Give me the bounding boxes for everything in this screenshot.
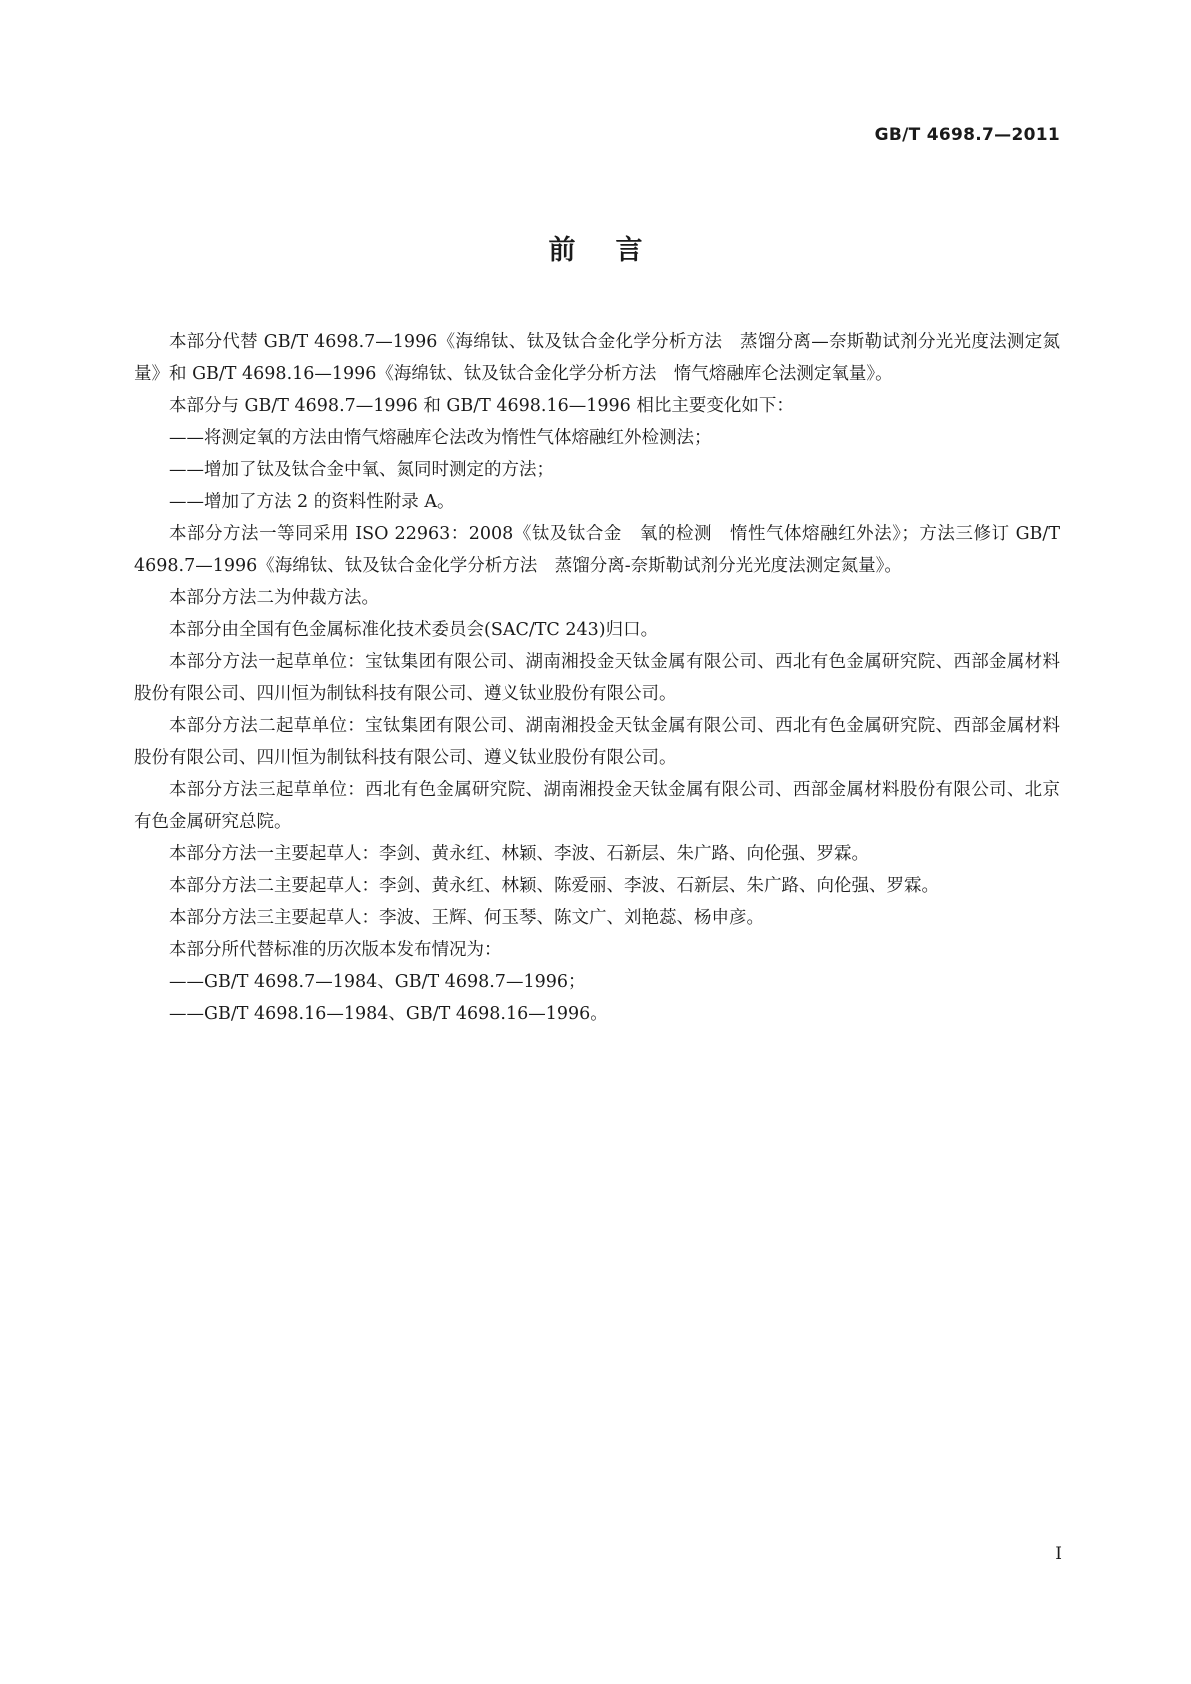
paragraph-history-intro: 本部分所代替标准的历次版本发布情况为： — [169, 940, 502, 960]
list-item-change: ——增加了钛及钛合金中氧、氮同时测定的方法； — [169, 460, 554, 480]
list-item-change: ——将测定氧的方法由惰气熔融库仑法改为惰性气体熔融红外检测法； — [169, 428, 712, 448]
paragraph-arbitration: 本部分方法二为仲裁方法。 — [169, 588, 379, 608]
page-number: I — [1055, 1544, 1062, 1564]
paragraph-drafters-1: 本部分方法一主要起草人：李剑、黄永红、林颖、李波、石新层、朱广路、向伦强、罗霖。 — [169, 844, 869, 864]
foreword-body — [134, 326, 1060, 1030]
paragraph-drafters-2: 本部分方法二主要起草人：李剑、黄永红、林颖、陈爱丽、李波、石新层、朱广路、向伦强、罗霖。 — [169, 876, 939, 896]
paragraph-drafters-3: 本部分方法三主要起草人：李波、王辉、何玉琴、陈文广、刘艳蕊、杨申彦。 — [169, 908, 764, 928]
standard-code: GB/T 4698.7—2011 — [874, 125, 1060, 145]
paragraph-drafting-units-1: 本部分方法一起草单位：宝钛集团有限公司、湖南湘投金天钛金属有限公司、西北有色金属研究院、西部金属材料股份有限公司、四川恒为制钛科技有限公司、遵义钛业股份有限公司。 — [134, 652, 1060, 704]
paragraph-drafting-units-2: 本部分方法二起草单位：宝钛集团有限公司、湖南湘投金天钛金属有限公司、西北有色金属研究院、西部金属材料股份有限公司、四川恒为制钛科技有限公司、遵义钛业股份有限公司。 — [134, 716, 1060, 768]
paragraph-drafting-units-3: 本部分方法三起草单位：西北有色金属研究院、湖南湘投金天钛金属有限公司、西部金属材料股份有限公司、北京有色金属研究总院。 — [134, 780, 1060, 832]
list-item-history: ——GB/T 4698.16—1984、GB/T 4698.16—1996。 — [169, 1004, 608, 1024]
paragraph-replacement: 本部分代替 GB/T 4698.7—1996《海绵钛、钛及钛合金化学分析方法 蒸馏分离—奈斯勒试剂分光光度法测定氮量》和 GB/T 4698.16—1996《海绵钛、钛及钛合金化学分析方法 惰气熔融库仑法测定氧量》。 — [134, 332, 1060, 384]
page-title: 前言 — [548, 235, 683, 266]
list-item-change: ——增加了方法 2 的资料性附录 A。 — [169, 492, 455, 512]
paragraph-adoption: 本部分方法一等同采用 ISO 22963：2008《钛及钛合金 氧的检测 惰性气体熔融红外法》；方法三修订 GB/T 4698.7—1996《海绵钛、钛及钛合金化学分析方法 蒸馏分离-奈斯勒试剂分光光度法测定氮量》。 — [134, 524, 1060, 576]
paragraph-committee: 本部分由全国有色金属标准化技术委员会(SAC/TC 243)归口。 — [169, 620, 659, 640]
list-item-history: ——GB/T 4698.7—1984、GB/T 4698.7—1996； — [169, 972, 586, 992]
paragraph-changes-intro: 本部分与 GB/T 4698.7—1996 和 GB/T 4698.16—1996 相比主要变化如下： — [169, 396, 794, 416]
